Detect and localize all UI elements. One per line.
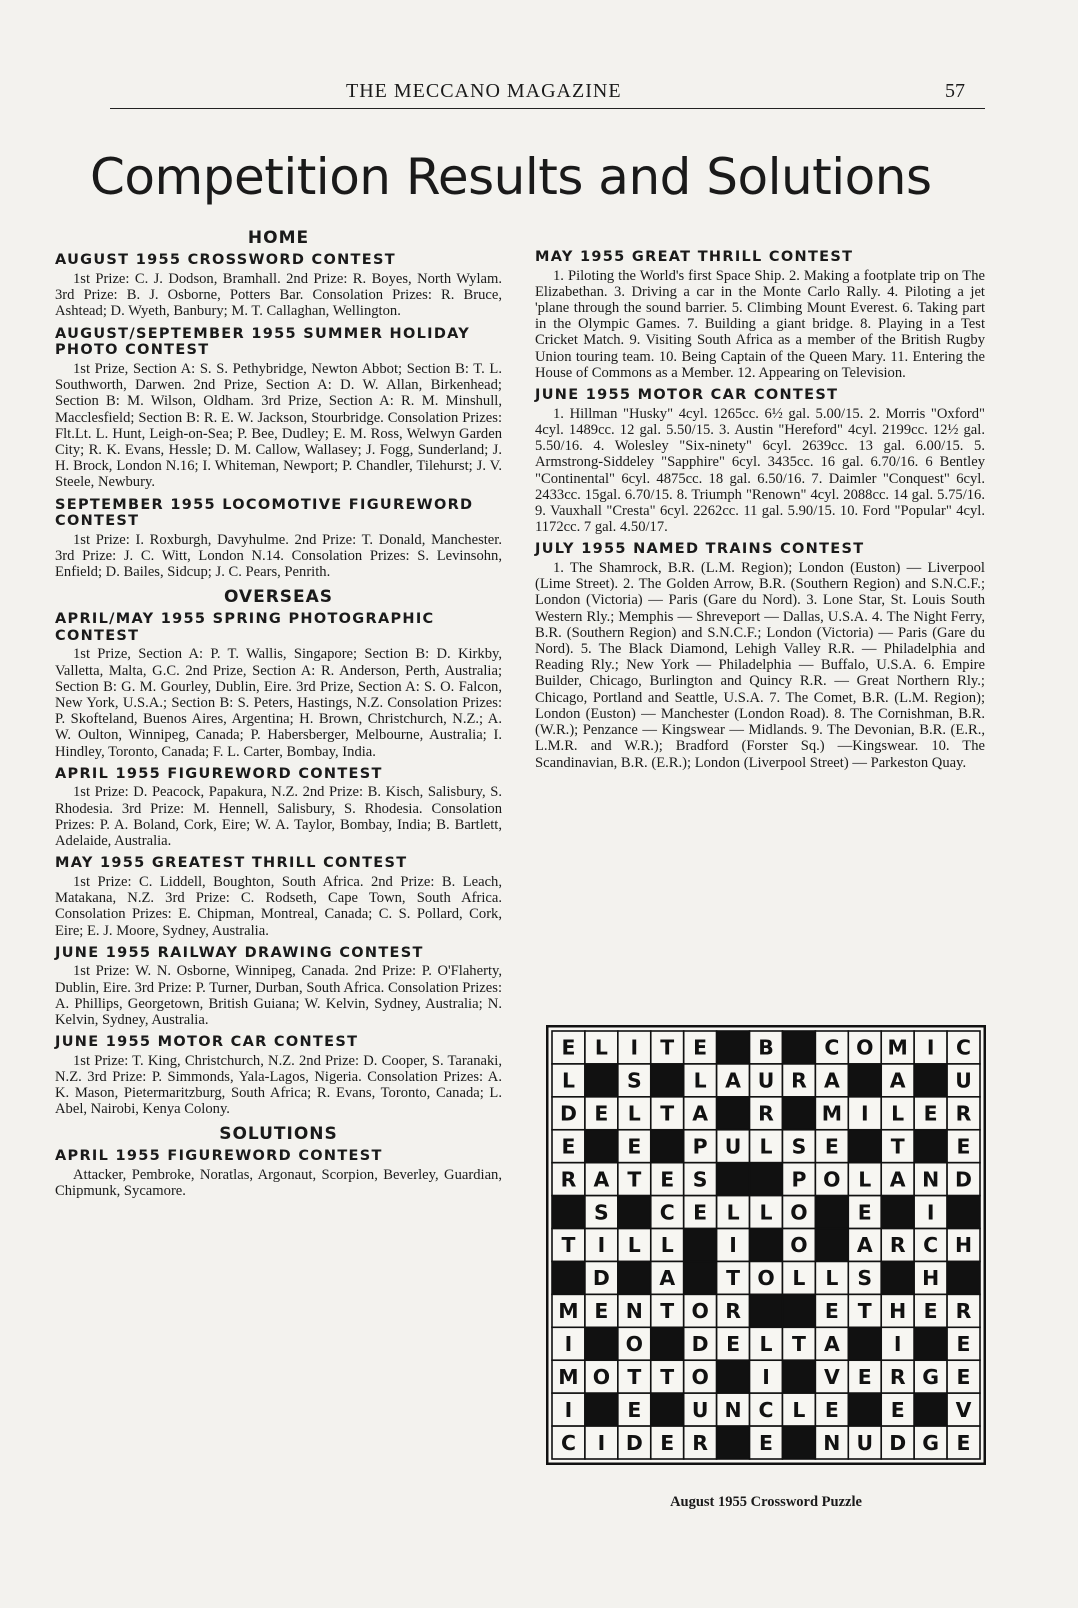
crossword-svg [546,1025,986,1465]
contest-heading: JUNE 1955 MOTOR CAR CONTEST [55,1034,359,1051]
crossword-letter: E [956,1134,971,1159]
crossword-black-cell [782,1031,815,1064]
crossword-black-cell [651,1393,684,1426]
crossword-letter: A [692,1101,709,1126]
section-title: OVERSEAS [223,586,334,607]
crossword-black-cell [914,1064,947,1097]
crossword-letter: B [758,1035,774,1060]
crossword-letter: L [627,1101,641,1126]
crossword-letter: D [955,1167,973,1192]
crossword-letter: L [792,1397,806,1422]
crossword-letter: U [691,1397,709,1422]
crossword-letter: E [824,1134,839,1159]
contest-heading: APRIL 1955 FIGUREWORD CONTEST [55,1148,383,1165]
crossword-black-cell [618,1261,651,1294]
crossword-letter: T [660,1035,675,1060]
contest-body: Attacker, Pembroke, Noratlas, Argonaut, Scorpion, Beverley, Guardian, Chipmunk, Sycamore. [55,1166,502,1199]
contest-body: 1st Prize: T. King, Christchurch, N.Z. 2nd Prize: D. Cooper, S. Taranaki, N.Z. 3rd Prize: P. Simmonds, Yala-Lagos, Nigeria. Consolation Prizes: A. K. Mason, Pietermaritzburg, South Africa; R. Evans, Toronto, Canada; L. Abel, Nairobi, Kenya Colony. [55,1052,502,1118]
crossword-black-cell [684,1229,717,1262]
crossword-black-cell [717,1163,750,1196]
crossword-letter: I [564,1332,573,1357]
crossword-black-cell [947,1261,980,1294]
crossword-letter: O [592,1364,611,1389]
crossword-letter: E [627,1397,642,1422]
crossword-black-cell [552,1196,585,1229]
crossword-letter: O [823,1167,841,1192]
crossword-black-cell [651,1130,684,1163]
magazine-name: THE MECCANO MAGAZINE [346,80,622,102]
contest-heading: JUNE 1955 MOTOR CAR CONTEST [535,387,839,404]
crossword-letter: U [724,1134,742,1159]
crossword-letter: D [559,1101,577,1126]
crossword-letter: L [594,1035,608,1060]
crossword-letter: A [659,1266,676,1291]
crossword-letter: P [692,1134,708,1159]
contest-heading: AUGUST/SEPTEMBER 1955 SUMMER HOLIDAY PHOTO CONTEST [55,325,471,359]
crossword-black-cell [815,1196,848,1229]
crossword-black-cell [848,1327,881,1360]
crossword-letter: U [955,1068,972,1093]
contest-heading: APRIL/MAY 1955 SPRING PHOTOGRAPHIC CONTEST [55,610,435,644]
crossword-letter: E [857,1364,872,1389]
crossword-black-cell [684,1261,717,1294]
crossword-letter: E [824,1299,839,1324]
crossword-letter: R [560,1167,577,1192]
crossword-letter: E [857,1200,872,1225]
crossword-letter: D [592,1266,610,1291]
contest-body: 1st Prize: W. N. Osborne, Winnipeg, Canada. 2nd Prize: P. O'Flaherty, Dublin, Eire. 3rd Prize: P. Turner, Durban, South Africa. Consolation Prizes: A. Phillips, Georgetown, British Guiana; W. Kelvin, Sydney, Australia; N. Kelvin, Sydney, Australia. [55,963,502,1028]
crossword-letter: I [597,1430,606,1455]
crossword-letter: R [692,1430,709,1455]
crossword-letter: S [791,1134,807,1159]
crossword-letter: R [955,1299,972,1324]
crossword-letter: L [759,1332,773,1357]
crossword-letter: L [627,1233,641,1258]
crossword-letter: L [825,1266,839,1291]
crossword-letter: R [725,1299,741,1324]
crossword-letter: H [954,1233,973,1258]
crossword-letter: T [890,1134,905,1159]
crossword-black-cell [651,1327,684,1360]
crossword-grid [546,1025,986,1465]
crossword-letter: N [922,1167,940,1192]
crossword-letter: C [758,1397,774,1422]
crossword-letter: G [922,1364,939,1389]
crossword-letter: E [594,1101,609,1126]
crossword-letter: R [889,1364,906,1389]
crossword-black-cell [717,1097,750,1130]
crossword-letter: L [693,1068,707,1093]
crossword-letter: T [660,1101,675,1126]
contest-heading: SEPTEMBER 1955 LOCOMOTIVE FIGUREWORD CONTEST [55,496,474,530]
crossword-letter: D [625,1430,643,1455]
crossword-letter: I [630,1035,639,1060]
crossword-letter: C [824,1035,840,1060]
contest-body: 1st Prize, Section A: S. S. Pethybridge, Newton Abbot; Section B: T. L. Southworth, Darwen. 2nd Prize, Section A: D. W. Allan, Birkenhead; Section B: M. Wilson, Oldham. 3rd Prize, Section A: R. M. Minshull, Macclesfield; Section B: R. E. W. Jackson, Stourbridge. Consolation Prizes: Flt.Lt. L. Hunt, Leigh-on-Sea; P. Bee, Dudley; E. M. Ross, Welwyn Garden City; R. K. Evans, Hessle; D. M. Callow, Wallasey; J. Fogg, Sunderland; J. H. Brock, London N.16; I. Whiteman, Newport; P. Chandler, Tilehurst; J. V. Steele, Newbury. [55,361,502,491]
crossword-letter: I [893,1332,902,1357]
crossword-letter: I [597,1233,606,1258]
crossword-black-cell [717,1360,750,1393]
crossword-black-cell [881,1261,914,1294]
crossword-letter: E [693,1200,708,1225]
crossword-letter: U [856,1430,874,1455]
crossword-black-cell [782,1426,815,1459]
crossword-letter: R [791,1068,807,1093]
crossword-letter: O [691,1364,709,1389]
crossword-letter: E [561,1035,576,1060]
crossword-letter: I [926,1035,935,1060]
page-number: 57 [945,80,965,102]
crossword-letter: S [626,1068,642,1093]
crossword-black-cell [782,1360,815,1393]
crossword-letter: E [627,1134,642,1159]
contest-body: 1. Hillman "Husky" 4cyl. 1265cc. 6½ gal. 5.00/15. 2. Morris "Oxford" 4cyl. 1489cc. 12 gal. 5.50/15. 3. Austin "Hereford" 4cyl. 2199cc. 12½ gal. 5.50/16. 4. Wolesley "Six-ninety" 6cyl. 2639cc. 13 gal. 6.00/15. 5. Armstrong-Siddeley "Sapphire" 6cyl. 3435cc. 16 gal. 6.70/16. 6 Bentley "Continental" 6cyl. 4875cc. 18 gal. 6.50/16. 7. Daimler "Conquest" 6cyl. 2433cc. 15gal. 6.70/15. 8. Triumph "Renown" 4cyl. 2088cc. 14 gal. 5.75/16. 9. Vauxhall "Cresta" 6cyl. 2262cc. 11 gal. 5.90/15. 10. Ford "Popular" 4cyl. 1172cc. 7 gal. 4.50/17. [535,405,985,536]
crossword-letter: A [823,1332,840,1357]
crossword-black-cell [585,1130,618,1163]
crossword-letter: E [923,1299,938,1324]
crossword-letter: S [692,1167,708,1192]
contest-body: 1st Prize, Section A: P. T. Wallis, Singapore; Section B: D. Kirkby, Valletta, Malta, G.C. 2nd Prize, Section A: R. Anderson, Perth, Australia; Section B: G. M. Gourley, Dublin, Eire. 3rd Prize, Section A: S. O. Falcon, New York, U.S.A.; Section B: S. Peters, Hastings, N.Z. Consolation Prizes: P. Skofteland, Buenos Aires, Argentina; H. Brown, Christchurch, N.Z.; A. W. Oulton, Winnipeg, Canada; P. Habersberger, Melbourne, Australia; I. Hindley, Toronto, Canada; F. L. Carter, Bombay, India. [55,646,502,760]
crossword-letter: C [659,1200,675,1225]
crossword-letter: O [856,1035,874,1060]
crossword-letter: L [858,1167,872,1192]
crossword-letter: S [857,1266,873,1291]
crossword-letter: I [762,1364,770,1389]
crossword-black-cell [585,1393,618,1426]
crossword-letter: R [889,1233,906,1258]
contest-heading: JULY 1955 NAMED TRAINS CONTEST [535,541,865,558]
crossword-letter: M [558,1364,579,1389]
crossword-letter: L [759,1134,773,1159]
crossword-letter: E [956,1364,971,1389]
contest-heading: APRIL 1955 FIGUREWORD CONTEST [55,765,383,782]
contest-body: 1st Prize: I. Roxburgh, Davyhulme. 2nd Prize: T. Donald, Manchester. 3rd Prize: J. C. Witt, London N.14. Consolation Prizes: S. Levinsohn, Enfield; D. Bailes, Sidcup; J. C. Pears, Penrith. [55,531,502,581]
crossword-black-cell [881,1196,914,1229]
crossword-letter: E [824,1397,839,1422]
crossword-letter: C [923,1233,939,1258]
crossword-letter: T [726,1266,741,1291]
crossword-black-cell [618,1196,651,1229]
running-header [110,80,985,109]
crossword-black-cell [585,1064,618,1097]
contest-body: 1. Piloting the World's first Space Ship. 2. Making a footplate trip on The Elizabethan. 3. Driving a car in the Monte Carlo Rally. 4. Piloting a jet 'plane through the sound barrier. 5. Climbing Mount Everest. 6. Taking part in the Olympic Games. 7. Building a giant bridge. 8. Playing in a Test Cricket Match. 9. Visiting South Africa as a member of the British Rugby Union touring team. 10. Being Captain of the Queen Mary. 11. Entering the House of Commons as a Member. 12. Appearing on Television. [535,267,985,381]
contest-body: 1. The Shamrock, B.R. (L.M. Region); London (Euston) — Liverpool (Lime Street). 2. The Golden Arrow, B.R. (Southern Region) and S.N.C.F.; London (Victoria) — Paris (Gare du Nord). 3. Lone Star, St. Louis South Western Rly.; Memphis — Shreveport — Dallas, U.S.A. 4. The Night Ferry, B.R. (Southern Region) and S.N.C.F.; London (Victoria) — Paris (Gare du Nord). 5. The Black Diamond, Lehigh Valley R.R. — Philadelphia and Reading Rly.; New York — Philadelphia — Buffalo, U.S.A. 6. Empire Builder, Chicago, Burlington and Quincy R.R. — Great Northern Rly.; Chicago, Portland and Seattle, U.S.A. 7. The Comet, B.R. (L.M. Region); London (Euston) — Manchester (London Road). 8. The Cornishman, B.R. (W.R.); Penzance — Kingswear — Midlands. 9. The Devonian, B.R. (E.R., L.M.R. and W.R.); Bradford (Forster Sq.) —Kingswear. 10. The Scandinavian, B.R. (E.R.); London (Liverpool Street) — Parkeston Quay. [535,560,985,771]
crossword-letter: D [691,1332,709,1357]
crossword-letter: L [726,1200,740,1225]
crossword-black-cell [651,1064,684,1097]
crossword-letter: T [791,1332,806,1357]
contest-heading: MAY 1955 GREAT THRILL CONTEST [535,249,854,265]
crossword-letter: H [922,1266,940,1291]
left-column [55,228,502,1205]
crossword-letter: E [594,1299,609,1324]
crossword-letter: E [956,1430,971,1455]
crossword-letter: A [889,1167,906,1192]
contest-body: 1st Prize: D. Peacock, Papakura, N.Z. 2nd Prize: B. Kisch, Salisbury, S. Rhodesia. 3rd Prize: M. Hennell, Salisbury, S. Rhodesia. Consolation Prizes: P. A. Boland, Cork, Eire; W. A. Taylor, Bombay, India; B. Bartlett, Adelaide, Australia. [55,784,502,850]
page-title: Competition Results and Solutions [90,148,932,206]
crossword-letter: A [593,1167,610,1192]
contest-heading: JUNE 1955 RAILWAY DRAWING CONTEST [55,944,424,961]
crossword-letter: L [759,1200,773,1225]
crossword-letter: E [660,1167,675,1192]
crossword-caption: August 1955 Crossword Puzzle [670,1494,862,1510]
crossword-letter: H [889,1299,907,1324]
crossword-letter: E [956,1332,971,1357]
crossword-letter: E [561,1134,576,1159]
crossword-black-cell [848,1064,881,1097]
crossword-black-cell [914,1327,947,1360]
crossword-black-cell [848,1130,881,1163]
crossword-black-cell [815,1229,848,1262]
crossword-letter: L [792,1266,806,1291]
crossword-letter: E [660,1430,675,1455]
crossword-letter: C [956,1035,972,1060]
crossword-letter: N [724,1397,742,1422]
crossword-letter: U [757,1068,775,1093]
crossword-letter: N [625,1299,643,1324]
crossword-black-cell [947,1196,980,1229]
crossword-letter: A [823,1068,840,1093]
crossword-letter: M [558,1299,579,1324]
crossword-letter: O [691,1299,709,1324]
crossword-letter: A [889,1068,906,1093]
right-column [535,245,985,777]
crossword-letter: D [889,1430,907,1455]
contest-body: 1st Prize: C. Liddell, Boughton, South Africa. 2nd Prize: B. Leach, Matakana, N.Z. 3rd Prize: C. Rodseth, Cape Town, South Africa. Consolation Prizes: E. Chipman, Montreal, Canada; C. S. Pollard, Cork, Eire; E. J. Moore, Sydney, Australia. [55,873,502,939]
crossword-letter: L [660,1233,674,1258]
crossword-letter: I [729,1233,737,1258]
contest-body: 1st Prize: C. J. Dodson, Bramhall. 2nd Prize: R. Boyes, North Wylam. 3rd Prize: B. J. Osborne, Potters Bar. Consolation Prizes: R. Bruce, Ashtead; D. Wyeth, Banbury; M. T. Callaghan, Wellington. [55,271,502,320]
crossword-letter: E [726,1332,741,1357]
crossword-black-cell [782,1097,815,1130]
crossword-letter: S [594,1200,609,1225]
crossword-black-cell [750,1163,783,1196]
crossword-letter: R [955,1101,972,1126]
crossword-black-cell [750,1294,783,1327]
crossword-black-cell [914,1130,947,1163]
crossword-letter: G [922,1430,939,1455]
crossword-letter: T [660,1364,675,1389]
crossword-black-cell [552,1261,585,1294]
crossword-letter: O [757,1266,775,1291]
crossword-letter: E [759,1430,773,1455]
crossword-letter: I [926,1200,935,1225]
contest-heading: MAY 1955 GREATEST THRILL CONTEST [55,855,408,872]
crossword-letter: O [625,1332,643,1357]
crossword-letter: L [561,1068,575,1093]
crossword-letter: I [564,1397,573,1422]
crossword-black-cell [717,1031,750,1064]
crossword-letter: E [923,1101,938,1126]
crossword-letter: T [627,1364,642,1389]
crossword-letter: A [856,1233,873,1258]
crossword-letter: A [725,1068,741,1093]
crossword-letter: V [823,1364,840,1389]
crossword-letter: T [660,1299,675,1324]
crossword-letter: P [791,1167,807,1192]
crossword-letter: O [790,1200,808,1225]
crossword-black-cell [848,1393,881,1426]
crossword-black-cell [717,1426,750,1459]
crossword-letter: T [627,1167,642,1192]
crossword-black-cell [750,1229,783,1262]
crossword-letter: M [887,1035,908,1060]
crossword-letter: L [891,1101,905,1126]
crossword-letter: E [693,1035,708,1060]
crossword-letter: V [955,1397,972,1422]
crossword-letter: I [860,1101,869,1126]
crossword-letter: T [561,1233,576,1258]
crossword-letter: E [890,1397,905,1422]
section-title: HOME [247,228,310,248]
crossword-letter: N [823,1430,841,1455]
crossword-black-cell [914,1393,947,1426]
crossword-letter: O [790,1233,808,1258]
crossword-letter: M [821,1101,843,1126]
contest-heading: AUGUST 1955 CROSSWORD CONTEST [55,252,396,269]
crossword-black-cell [585,1327,618,1360]
crossword-letter: C [560,1430,576,1455]
crossword-black-cell [782,1294,815,1327]
crossword-letter: R [758,1101,774,1126]
section-title: SOLUTIONS [219,1123,338,1144]
crossword-letter: T [857,1299,872,1324]
